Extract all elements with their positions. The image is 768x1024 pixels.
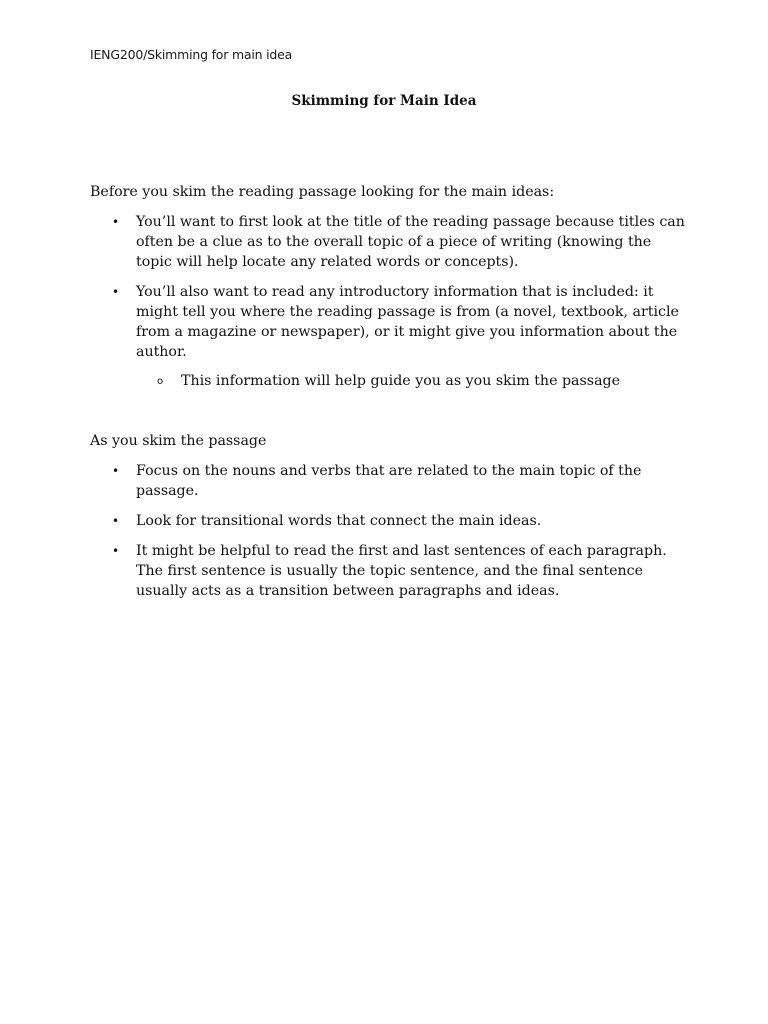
list-item-text: You’ll also want to read any introductory information that is included: it might tell you where the reading passage is from (a novel, textbook, article from a magazine or newspaper), or it might give you information about the author. [136, 284, 679, 360]
sub-list-item [135, 371, 695, 391]
section1-intro: Before you skim the reading passage looking for the main ideas: [90, 184, 555, 200]
sub-list-item-text: This information will help guide you as you skim the passage [181, 373, 621, 389]
bullet-icon: • [112, 285, 120, 299]
list-item-text: Look for transitional words that connect the main ideas. [136, 513, 542, 529]
list-item-text: It might be helpful to read the first and last sentences of each paragraph. The first sentence is usually the topic sentence, and the final sentence usually acts as a transition between paragraphs and ideas. [136, 543, 667, 599]
list-item-text: Focus on the nouns and verbs that are related to the main topic of the passage. [136, 463, 642, 499]
section2-bullet-list [90, 461, 690, 611]
bullet-icon: • [112, 544, 120, 558]
document-title: Skimming for Main Idea [291, 93, 477, 109]
list-item [90, 212, 690, 272]
section2-intro: As you skim the passage [90, 433, 267, 449]
list-item [90, 282, 690, 362]
section1-bullet-list [90, 212, 690, 372]
list-item [90, 461, 690, 501]
hollow-bullet-icon: o [157, 376, 164, 387]
list-item [90, 511, 690, 531]
list-item-text: You’ll want to first look at the title of the reading passage because titles can often be a clue as to the overall topic of a piece of writing (knowing the topic will help locate any related words or concepts). [136, 214, 685, 270]
section1-sub-bullet-list [135, 371, 695, 391]
bullet-icon: • [112, 464, 120, 478]
bullet-icon: • [112, 215, 120, 229]
bullet-icon: • [112, 514, 120, 528]
list-item [90, 541, 690, 601]
page-header: IENG200/Skimming for main idea [90, 47, 293, 62]
